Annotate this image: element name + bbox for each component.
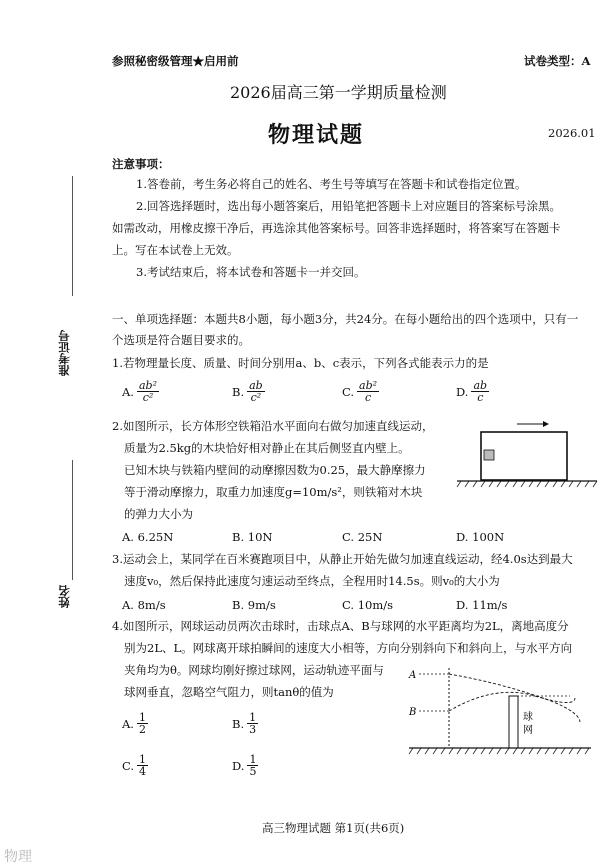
notice-item-2-line-2: 如需改动，用橡皮擦干净后，再选涂其他答案标号。回答非选择题时，将答案写在答题卡	[112, 221, 561, 235]
q1-d-denominator: c	[477, 391, 484, 404]
q3-line-1: 3.运动会上，某同学在百米赛跑项目中，从静止开始先做匀加速直线运动，经4.0s达到最大	[112, 552, 573, 566]
paper-type: 试卷类型：A	[524, 54, 591, 68]
q4-line-2: 别为2L、L。网球离开球拍瞬间的速度大小相等，方向分别斜向下和斜向上，与水平方向	[124, 641, 573, 655]
q1-c-denominator: c	[364, 391, 372, 404]
q1-option-b: B. $\frac{ab}{\text{c²}}$	[232, 379, 263, 404]
side-rule-top	[72, 176, 73, 296]
q2-arrow-head-icon	[543, 421, 549, 427]
q4-b-numerator: 1	[249, 711, 257, 724]
q4-trajectory-b	[449, 692, 575, 711]
section-1-line-2: 个选项是符合题目要求的。	[112, 333, 250, 347]
q4-option-d: D. $\frac{1}{5}$	[232, 753, 257, 778]
q3-option-d: D. 11m/s	[456, 598, 508, 612]
q4-c-denominator: 4	[139, 765, 147, 778]
secret-label: 参照秘密级管理★启用前	[112, 54, 239, 68]
q2-line-1: 2.如图所示，长方体形空铁箱沿水平面向右做匀加速直线运动，	[112, 419, 434, 433]
section-1-line-1: 一、单项选择题：本题共8小题，每小题3分，共24分。在每小题给出的四个选项中，只有一	[112, 312, 579, 326]
q4-c-numerator: 1	[139, 753, 147, 766]
corner-mark: 物理	[4, 849, 32, 865]
q2-figure	[455, 418, 600, 493]
q1-d-numerator: ab	[473, 379, 488, 392]
q4-d-numerator: 1	[249, 753, 257, 766]
q4-a-denominator: 2	[138, 723, 146, 736]
q4-line-1: 4.如图所示，网球运动员两次击球时，击球点A、B与球网的水平距离均为2L，离地高度分	[112, 619, 569, 633]
q4-line-3: 夹角均为θ。网球均刚好擦过球网，运动轨迹平面与	[124, 663, 384, 677]
q4-trajectory-a	[449, 674, 580, 722]
q2-line-2: 质量为2.5kg的木块恰好相对静止在其后侧竖直内壁上。	[124, 441, 410, 455]
notice-heading: 注意事项：	[112, 157, 170, 171]
q2-ground-hatch	[457, 481, 597, 487]
page-footer: 高三物理试题 第1页(共6页)	[262, 821, 405, 835]
q3-option-a: A. 8m/s	[122, 598, 166, 612]
notice-item-2-line-3: 上。写在本试卷上无效。	[112, 243, 239, 257]
q2-option-d: D. 100N	[456, 530, 505, 544]
q4-option-b: B. $\frac{1}{3}$	[232, 711, 257, 736]
exam-title: 2026届高三第一学期质量检测	[230, 83, 447, 102]
q4-net	[509, 696, 518, 748]
q3-option-c: C. 10m/s	[342, 598, 394, 612]
q4-line-4: 球网垂直，忽略空气阻力，则tanθ的值为	[124, 685, 334, 699]
q4-option-a: A. $\frac{1}{2}$	[122, 711, 146, 736]
q4-net-label-1: 球	[523, 712, 533, 723]
q1-option-c: C. $\frac{\text{ab²}}{c}$	[342, 379, 378, 404]
q4-net-label-2: 网	[523, 725, 533, 736]
q2-line-3: 已知木块与铁箱内壁间的动摩擦因数为0.25，最大静摩擦力	[124, 463, 426, 477]
subject-title: 物理试题	[268, 122, 365, 148]
q3-line-2: 速度v₀，然后保持此速度匀速运动至终点，全程用时14.5s。则v₀的大小为	[124, 574, 500, 588]
q2-option-a: A. 6.25N	[122, 530, 174, 544]
q1-a-denominator: c²	[142, 391, 154, 404]
notice-item-1: 1.答卷前，考生务必将自己的姓名、考生号等填写在答题卡和试卷指定位置。	[136, 177, 527, 191]
q1-option-a: A. $\frac{\text{ab²}}{\text{c²}}$	[122, 379, 157, 404]
q4-b-denominator: 3	[249, 723, 257, 736]
q4-option-c: C. $\frac{1}{4}$	[122, 753, 147, 778]
q2-wood-block	[484, 450, 494, 460]
q1-b-numerator: ab	[249, 379, 263, 392]
q4-ground-hatch	[409, 748, 589, 754]
q1-option-d: D. $\frac{ab}{c}$	[456, 379, 488, 404]
q1-c-numerator: ab²	[359, 379, 378, 392]
notice-item-3: 3.考试结束后，将本试卷和答题卡一并交回。	[136, 265, 366, 279]
q4-figure	[405, 662, 595, 762]
q2-line-4: 等于滑动摩擦力，取重力加速度g=10m/s²，则铁箱对木块	[124, 485, 423, 499]
q4-a-numerator: 1	[138, 711, 146, 724]
q1-stem: 1.若物理量长度、质量、时间分别用a、b、c表示，下列各式能表示力的是	[112, 356, 489, 370]
q3-option-b: B. 9m/s	[232, 598, 276, 612]
q2-option-b: B. 10N	[232, 530, 273, 544]
exam-date: 2026.01	[548, 126, 596, 140]
q4-label-b: B	[409, 707, 417, 718]
exam-no-label: 准考证号	[57, 330, 71, 376]
side-rule-bottom	[72, 460, 73, 580]
name-label: 姓名	[57, 585, 71, 608]
q1-b-denominator: c²	[250, 391, 262, 404]
q4-label-a: A	[409, 670, 417, 681]
q1-a-numerator: ab²	[138, 379, 157, 392]
q2-line-5: 的弹力大小为	[124, 507, 193, 521]
q2-option-c: C. 25N	[342, 530, 383, 544]
notice-item-2-line-1: 2.回答选择题时，选出每小题答案后，用铅笔把答题卡上对应题目的答案标号涂黑。	[136, 199, 561, 213]
q4-d-denominator: 5	[249, 765, 257, 778]
